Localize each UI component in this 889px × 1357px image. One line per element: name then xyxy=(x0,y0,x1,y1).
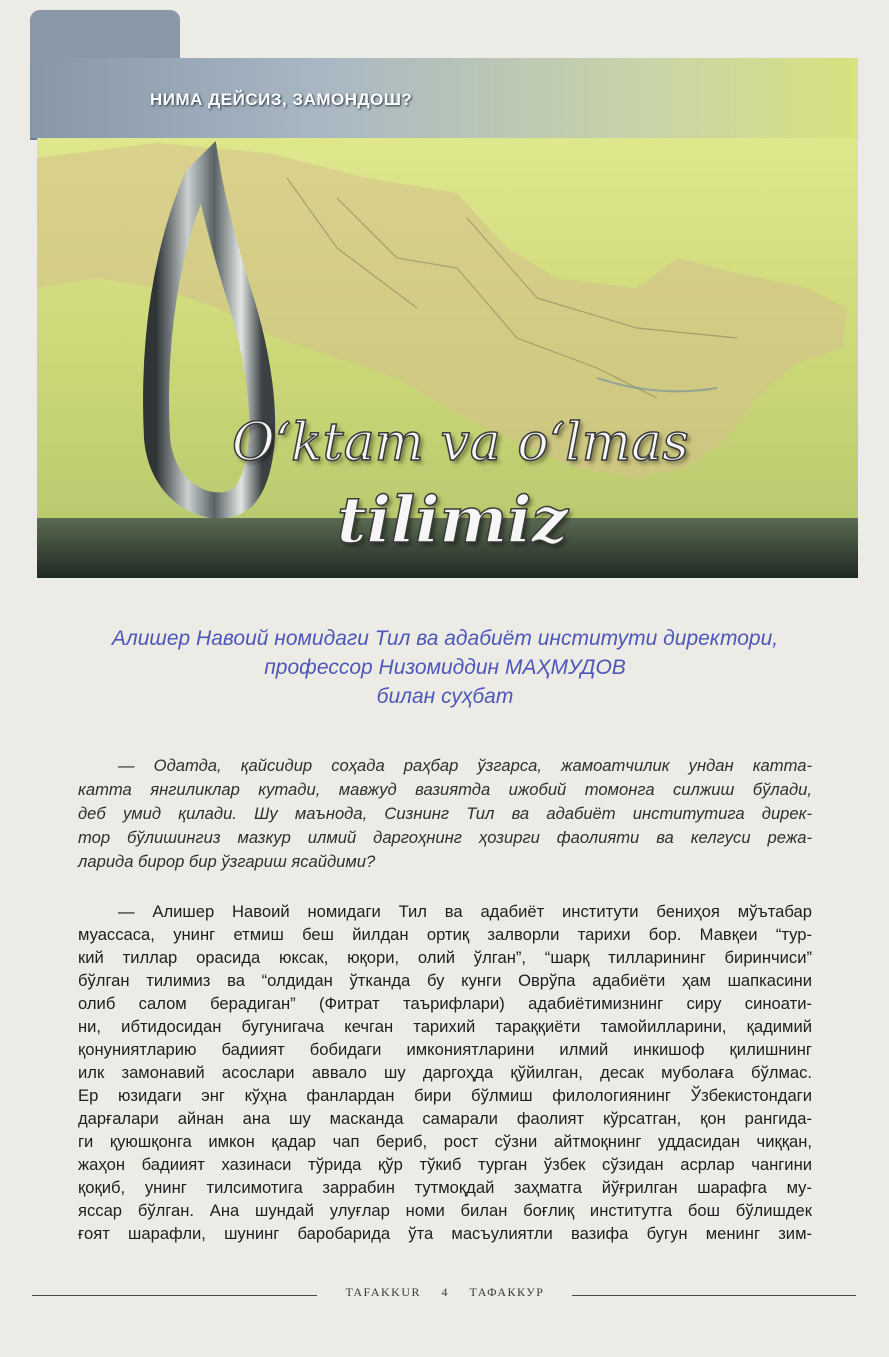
answer-line: жаҳон бадиият хазинаси тўрида қўр тўкиб турган ўзбек сўзидан асрлар чангини xyxy=(78,1155,812,1174)
subtitle-line: билан суҳбат xyxy=(376,685,514,708)
answer-line: ги қуюшқонга имкон қадар чап бериб, рост сўзни айтмоқнинг уддасидан чиққан, xyxy=(78,1132,812,1151)
subtitle-line: Алишер Навоий номидаги Тил ва адабиёт институти директори, xyxy=(111,627,779,650)
interview-subtitle xyxy=(30,624,860,711)
page-footer xyxy=(325,1285,565,1300)
answer-line: муассаса, унинг етмиш беш йилдан ортиқ залворли тарихи бор. Мавқеи “тур- xyxy=(78,925,812,944)
footer-magazine-latin: TAFAKKUR xyxy=(345,1285,421,1299)
answer-line: ғоят шарафли, шунинг баробарида ўта масъулиятли вазифа бугун менинг зим- xyxy=(78,1224,812,1243)
hero-title-line-1: O‘ktam va o‘lmas xyxy=(232,413,689,473)
question-line: катта янгиликлар кутади, мавжуд вазиятда ижобий томонга силжиш бўлади, xyxy=(78,780,812,799)
answer-line: кий тиллар орасида юксак, юқори, олий ўлган”, “шарқ тилларининг биринчиси” xyxy=(78,948,812,967)
answer-line: олиб салом берадиган” (Фитрат таърифлари) адабиётимизнинг сиру синоати- xyxy=(78,994,812,1013)
answer-line: илк замонавий асослари аввало шу даргоҳда қўйилган, десак муболаға бўлмас. xyxy=(78,1063,812,1082)
hero-illustration xyxy=(37,138,858,578)
footer-rule-right xyxy=(572,1295,856,1296)
answer-line: қоқиб, унинг тилсимотига заррабин тутмоқдай заҳматга йўғрилган шарафга му- xyxy=(78,1178,812,1197)
answer-line: яссар бўлган. Ана шундай улуғлар номи билан боғлиқ институтга бош бўлишдек xyxy=(78,1201,812,1220)
question-line: — Одатда, қайсидир соҳада раҳбар ўзгарса, жамоатчилик ундан катта- xyxy=(118,756,812,775)
question-line: тор бўлишингиз мазкур илмий даргоҳнинг ҳозирги фаолияти ва келгуси режа- xyxy=(78,828,812,847)
page-number: 4 xyxy=(441,1285,449,1299)
answer-line: ни, ибтидосидан бугунигача кечган тарихий тараққиёти тамойилларини, қадимий xyxy=(78,1017,812,1036)
section-title: НИМА ДЕЙСИЗ, ЗАМОНДОШ? xyxy=(150,90,413,109)
answer-line: бўлган тилимиз ва “олдидан ўтканда бу кунги Оврўпа адабиёти ҳам шапкасини xyxy=(78,971,812,990)
footer-magazine-cyrillic: ТАФАККУР xyxy=(469,1285,545,1299)
subtitle-line: профессор Низомиддин МАҲМУДОВ xyxy=(264,656,626,679)
interview-question xyxy=(78,754,812,874)
answer-line: дарғалари айнан ана шу масканда самарали фаолият кўрсатган, қон рангида- xyxy=(78,1109,812,1128)
hero-title-line-2: tilimiz xyxy=(337,483,568,558)
footer-rule-left xyxy=(32,1295,317,1296)
answer-line: Ер юзидаги энг кўҳна фанлардан бири бўлмиш филологиянинг Ўзбекистондаги xyxy=(78,1086,812,1105)
interview-answer xyxy=(78,900,812,1245)
answer-line: қонуниятларию бадиият бобидаги имкониятларини илмий инкишоф қилишнинг xyxy=(78,1040,812,1059)
question-line: ларида бирор бир ўзгариш ясайдими? xyxy=(78,852,376,871)
answer-line: — Алишер Навоий номидаги Тил ва адабиёт институти бениҳоя мўътабар xyxy=(118,902,812,921)
question-line: деб умид қилади. Шу маънода, Сизнинг Тил ва адабиёт институтига дирек- xyxy=(78,804,812,823)
